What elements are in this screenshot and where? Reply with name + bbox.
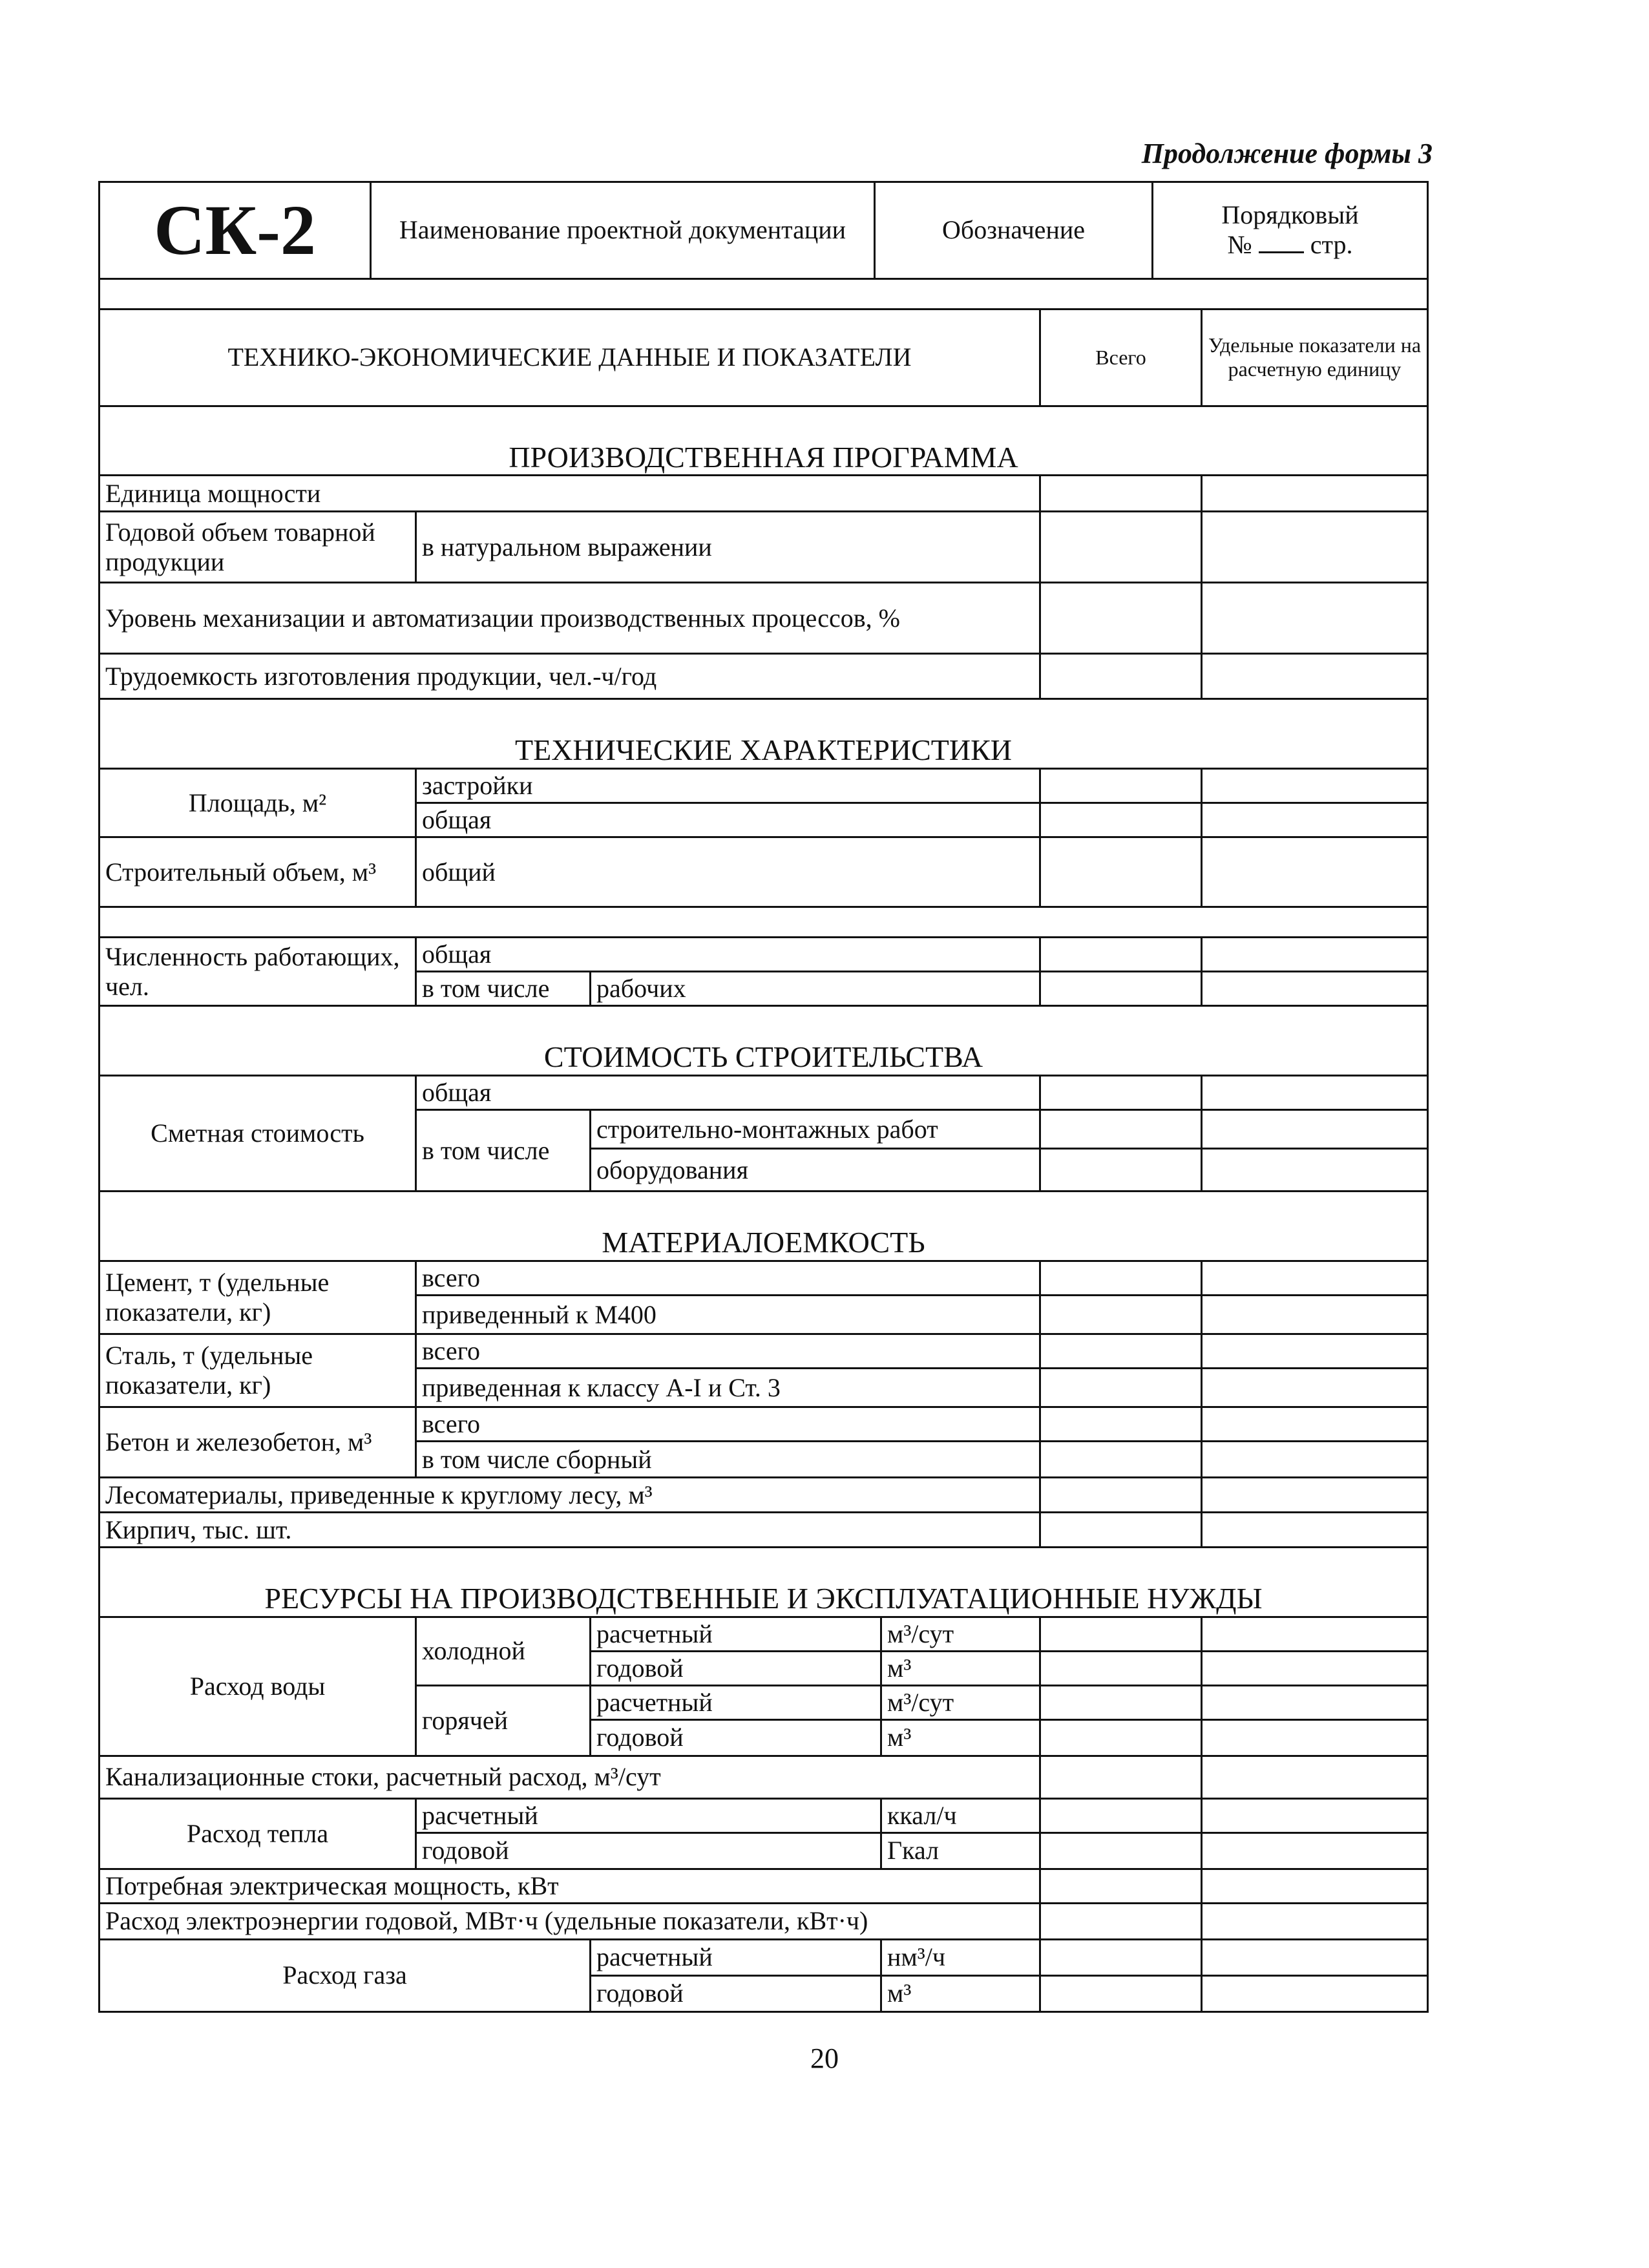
cement-all-total[interactable] bbox=[1040, 1261, 1202, 1296]
page-label-no: № bbox=[1227, 230, 1252, 260]
annual-volume-per-unit[interactable] bbox=[1202, 512, 1428, 583]
precast-total[interactable] bbox=[1040, 1442, 1202, 1478]
unit-capacity-per-unit[interactable] bbox=[1202, 476, 1428, 512]
timber-label: Лесоматериалы, приведенные к круглому лесу, м³ bbox=[100, 1478, 1040, 1513]
cost-per-unit[interactable] bbox=[1202, 1076, 1428, 1110]
brick-per-unit[interactable] bbox=[1202, 1513, 1428, 1548]
unit-capacity-total[interactable] bbox=[1040, 476, 1202, 512]
volume-total[interactable] bbox=[1040, 837, 1202, 907]
doc-name-header: Наименование проектной документации bbox=[371, 182, 875, 279]
labor-total[interactable] bbox=[1040, 654, 1202, 699]
gas-annual-per-unit[interactable] bbox=[1202, 1975, 1428, 2011]
staff-total[interactable] bbox=[1040, 938, 1202, 972]
cold-design-per-unit[interactable] bbox=[1202, 1617, 1428, 1651]
section-resources-title: РЕСУРСЫ НА ПРОИЗВОДСТВЕННЫЕ И ЭКСПЛУАТАЦИОННЫЕ НУЖДЫ bbox=[100, 1548, 1428, 1617]
gas-annual-label: годовой bbox=[591, 1975, 881, 2011]
elec-power-label: Потребная электрическая мощность, кВт bbox=[100, 1869, 1040, 1903]
heat-design-label: расчетный bbox=[416, 1798, 881, 1832]
in-kind-label: в натуральном выражении bbox=[416, 512, 1040, 583]
concrete-all-label: всего bbox=[416, 1407, 1040, 1442]
construction-total[interactable] bbox=[1040, 1110, 1202, 1149]
cold-design-total[interactable] bbox=[1040, 1617, 1202, 1651]
cold-design-unit: м³/сут bbox=[881, 1617, 1040, 1651]
steel-class-per-unit[interactable] bbox=[1202, 1369, 1428, 1407]
page-number-blank bbox=[1259, 245, 1304, 253]
mechanization-label: Уровень механизации и автоматизации производственных процессов, % bbox=[100, 583, 1040, 654]
page-label-str: стр. bbox=[1310, 230, 1353, 260]
hot-annual-unit: м³ bbox=[881, 1719, 1040, 1756]
continued-form-label: Продолжение формы 3 bbox=[1141, 138, 1433, 169]
designation-header: Обозначение bbox=[875, 182, 1153, 279]
hot-water-label: горячей bbox=[416, 1685, 591, 1756]
built-up-per-unit[interactable] bbox=[1202, 769, 1428, 803]
elec-annual-total[interactable] bbox=[1040, 1903, 1202, 1939]
section-technical-title: ТЕХНИЧЕСКИЕ ХАРАКТЕРИСТИКИ bbox=[100, 699, 1428, 769]
area-label: Площадь, м² bbox=[100, 769, 416, 837]
section-materials-title: МАТЕРИАЛОЕМКОСТЬ bbox=[100, 1192, 1428, 1261]
heat-annual-total[interactable] bbox=[1040, 1832, 1202, 1869]
elec-annual-per-unit[interactable] bbox=[1202, 1903, 1428, 1939]
area-total-label: общая bbox=[416, 803, 1040, 837]
hot-annual-per-unit[interactable] bbox=[1202, 1719, 1428, 1756]
heat-design-per-unit[interactable] bbox=[1202, 1798, 1428, 1832]
steel-label: Сталь, т (удельные показатели, кг) bbox=[100, 1334, 416, 1407]
staff-label: Численность работающих, чел. bbox=[100, 938, 416, 1006]
cost-total-label: общая bbox=[416, 1076, 1040, 1110]
gas-design-per-unit[interactable] bbox=[1202, 1939, 1428, 1975]
area-total-value[interactable] bbox=[1040, 803, 1202, 837]
workers-label: рабочих bbox=[591, 972, 1040, 1006]
steel-class-label: приведенная к классу А-I и Ст. 3 bbox=[416, 1369, 1040, 1407]
heat-annual-per-unit[interactable] bbox=[1202, 1832, 1428, 1869]
sewage-per-unit[interactable] bbox=[1202, 1756, 1428, 1798]
built-up-label: застройки bbox=[416, 769, 1040, 803]
staff-incl-label: в том числе bbox=[416, 972, 591, 1006]
cement-m400-per-unit[interactable] bbox=[1202, 1296, 1428, 1334]
unit-capacity-label: Единица мощности bbox=[100, 476, 1040, 512]
header-spacer bbox=[100, 278, 1428, 309]
staff-per-unit[interactable] bbox=[1202, 938, 1428, 972]
mechanization-total[interactable] bbox=[1040, 583, 1202, 654]
heat-design-total[interactable] bbox=[1040, 1798, 1202, 1832]
hot-design-label: расчетный bbox=[591, 1685, 881, 1719]
workers-per-unit[interactable] bbox=[1202, 972, 1428, 1006]
technical-spacer bbox=[100, 907, 1428, 938]
gas-design-unit: нм³/ч bbox=[881, 1939, 1040, 1975]
page-number-header bbox=[1153, 182, 1428, 279]
precast-per-unit[interactable] bbox=[1202, 1442, 1428, 1478]
staff-total-label: общая bbox=[416, 938, 1040, 972]
cold-annual-total[interactable] bbox=[1040, 1651, 1202, 1685]
cost-incl-label: в том числе bbox=[416, 1110, 591, 1192]
heat-annual-label: годовой bbox=[416, 1832, 881, 1869]
volume-total-label: общий bbox=[416, 837, 1040, 907]
construction-label: строительно-монтажных работ bbox=[591, 1110, 1040, 1149]
heat-annual-unit: Гкал bbox=[881, 1832, 1040, 1869]
annual-volume-total[interactable] bbox=[1040, 512, 1202, 583]
annual-volume-label: Годовой объем товарной продукции bbox=[100, 512, 416, 583]
cement-all-per-unit[interactable] bbox=[1202, 1261, 1428, 1296]
concrete-label: Бетон и железобетон, м³ bbox=[100, 1407, 416, 1478]
gas-design-label: расчетный bbox=[591, 1939, 881, 1975]
form-header-table bbox=[98, 181, 1429, 310]
brick-label: Кирпич, тыс. шт. bbox=[100, 1513, 1040, 1548]
heat-label: Расход тепла bbox=[100, 1798, 416, 1869]
mechanization-per-unit[interactable] bbox=[1202, 583, 1428, 654]
hot-annual-label: годовой bbox=[591, 1719, 881, 1756]
workers-total[interactable] bbox=[1040, 972, 1202, 1006]
hot-design-total[interactable] bbox=[1040, 1685, 1202, 1719]
indicators-table bbox=[98, 308, 1429, 2013]
construction-per-unit[interactable] bbox=[1202, 1110, 1428, 1149]
cement-m400-total[interactable] bbox=[1040, 1296, 1202, 1334]
page-label-1: Порядковый bbox=[1221, 200, 1359, 230]
form-sk2 bbox=[98, 181, 1427, 2013]
section-cost-title: СТОИМОСТЬ СТРОИТЕЛЬСТВА bbox=[100, 1006, 1428, 1076]
heat-design-unit: ккал/ч bbox=[881, 1798, 1040, 1832]
page-number: 20 bbox=[810, 2042, 839, 2074]
cost-total[interactable] bbox=[1040, 1076, 1202, 1110]
cement-m400-label: приведенный к М400 bbox=[416, 1296, 1040, 1334]
steel-all-per-unit[interactable] bbox=[1202, 1334, 1428, 1369]
brick-total[interactable] bbox=[1040, 1513, 1202, 1548]
equipment-per-unit[interactable] bbox=[1202, 1149, 1428, 1192]
elec-annual-label: Расход электроэнергии годовой, МВт·ч (удельные показатели, кВт·ч) bbox=[100, 1903, 1040, 1939]
section-production-title: ПРОИЗВОДСТВЕННАЯ ПРОГРАММА bbox=[100, 406, 1428, 476]
form-code: СК-2 bbox=[100, 182, 371, 279]
steel-all-label: всего bbox=[416, 1334, 1040, 1369]
steel-class-total[interactable] bbox=[1040, 1369, 1202, 1407]
elec-power-per-unit[interactable] bbox=[1202, 1869, 1428, 1903]
concrete-all-per-unit[interactable] bbox=[1202, 1407, 1428, 1442]
labor-label: Трудоемкость изготовления продукции, чел.-ч/год bbox=[100, 654, 1040, 699]
hot-design-unit: м³/сут bbox=[881, 1685, 1040, 1719]
volume-per-unit[interactable] bbox=[1202, 837, 1428, 907]
timber-per-unit[interactable] bbox=[1202, 1478, 1428, 1513]
cold-annual-unit: м³ bbox=[881, 1651, 1040, 1685]
gas-annual-unit: м³ bbox=[881, 1975, 1040, 2011]
built-up-total[interactable] bbox=[1040, 769, 1202, 803]
estimate-label: Сметная стоимость bbox=[100, 1076, 416, 1192]
volume-label: Строительный объем, м³ bbox=[100, 837, 416, 907]
cold-design-label: расчетный bbox=[591, 1617, 881, 1651]
water-label: Расход воды bbox=[100, 1617, 416, 1756]
sewage-label: Канализационные стоки, расчетный расход, м³/сут bbox=[100, 1756, 1040, 1798]
equipment-label: оборудования bbox=[591, 1149, 1040, 1192]
equipment-total[interactable] bbox=[1040, 1149, 1202, 1192]
concrete-all-total[interactable] bbox=[1040, 1407, 1202, 1442]
steel-all-total[interactable] bbox=[1040, 1334, 1202, 1369]
cold-annual-label: годовой bbox=[591, 1651, 881, 1685]
hot-annual-total[interactable] bbox=[1040, 1719, 1202, 1756]
elec-power-total[interactable] bbox=[1040, 1869, 1202, 1903]
cold-water-label: холодной bbox=[416, 1617, 591, 1685]
precast-label: в том числе сборный bbox=[416, 1442, 1040, 1478]
total-header: Всего bbox=[1040, 309, 1202, 406]
cold-annual-per-unit[interactable] bbox=[1202, 1651, 1428, 1685]
gas-annual-total[interactable] bbox=[1040, 1975, 1202, 2011]
gas-design-total[interactable] bbox=[1040, 1939, 1202, 1975]
cement-label: Цемент, т (удельные показатели, кг) bbox=[100, 1261, 416, 1334]
page-label-2 bbox=[1159, 230, 1422, 260]
hot-design-per-unit[interactable] bbox=[1202, 1685, 1428, 1719]
cement-all-label: всего bbox=[416, 1261, 1040, 1296]
area-total-per-unit[interactable] bbox=[1202, 803, 1428, 837]
per-unit-header: Удельные показатели на расчетную единицу bbox=[1202, 309, 1428, 406]
sewage-total[interactable] bbox=[1040, 1756, 1202, 1798]
labor-per-unit[interactable] bbox=[1202, 654, 1428, 699]
timber-total[interactable] bbox=[1040, 1478, 1202, 1513]
main-title: ТЕХНИКО-ЭКОНОМИЧЕСКИЕ ДАННЫЕ И ПОКАЗАТЕЛИ bbox=[100, 309, 1040, 406]
gas-label: Расход газа bbox=[100, 1939, 591, 2011]
